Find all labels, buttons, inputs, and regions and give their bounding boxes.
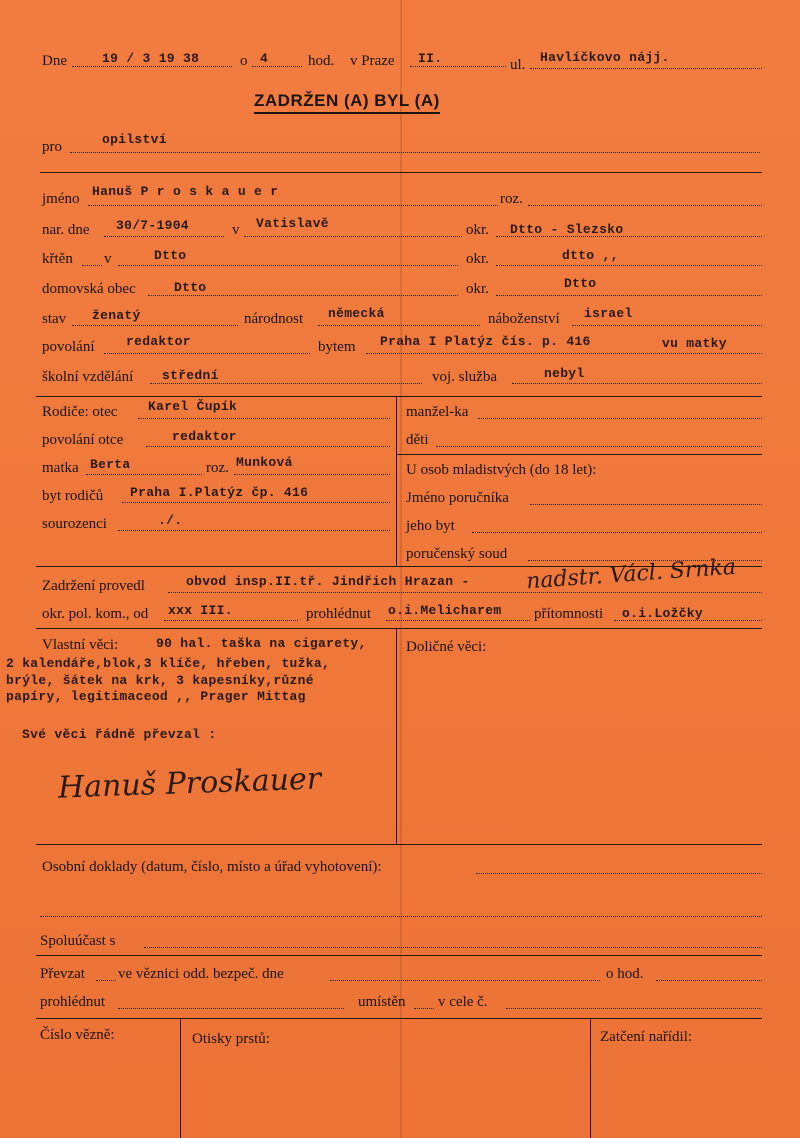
matka-value: Berta <box>90 457 131 472</box>
dne-label: Dne <box>42 53 67 69</box>
matka-label: matka <box>42 460 79 476</box>
nar-date-value: 30/7-1904 <box>116 218 189 233</box>
bytem-value: Praha I Platýz čís. p. 416 <box>380 334 591 349</box>
okr-pol-value: xxx III. <box>168 603 233 618</box>
mladistvi-label: U osob mladistvých (do 18 let): <box>406 462 597 478</box>
povolani-otce-value: redaktor <box>172 429 237 444</box>
skolni-value: střední <box>162 368 219 383</box>
spoluucast-label: Spoluúčast s <box>40 933 116 949</box>
o-hod-label: o hod. <box>606 966 644 982</box>
rodice-label: Rodiče: otec <box>42 404 118 420</box>
krten-okr-value: dtto ,, <box>562 248 619 263</box>
prevzat-label: Převzat <box>40 966 85 982</box>
otisky-label: Otisky prstů: <box>192 1031 270 1047</box>
vlastni-label: Vlastní věci: <box>42 637 119 653</box>
krten-v-label: v <box>104 251 112 267</box>
v-praze-label: v Praze <box>350 53 395 69</box>
provedl-label: Zadržení provedl <box>42 578 145 594</box>
prohlednut-footer-label: prohlédnut <box>40 994 105 1010</box>
sourozenci-label: sourozenci <box>42 516 107 532</box>
domovska-label: domovská obec <box>42 281 136 297</box>
voj-label: voj. služba <box>432 369 497 385</box>
nar-okr-value: Dtto - Slezsko <box>510 222 624 237</box>
pro-value: opilství <box>102 132 167 147</box>
jeho-byt-label: jeho byt <box>406 518 455 534</box>
povolani-label: povolání <box>42 339 95 355</box>
nabozenstvi-label: náboženství <box>488 311 560 327</box>
soud-label: poručenský soud <box>406 546 508 562</box>
provedl-handwritten: nadstr. Václ. Srnka <box>525 554 737 595</box>
voj-value: nebyl <box>544 366 585 381</box>
domovska-okr-value: Dtto <box>564 276 597 291</box>
hour-value: 4 <box>260 51 269 66</box>
matka-roz-label: roz. <box>206 460 229 476</box>
byt-rodicu-label: byt rodičů <box>42 488 104 504</box>
krten-place-value: Dtto <box>154 248 187 263</box>
zatceni-label: Zatčení nařídil: <box>600 1029 693 1045</box>
skolni-label: školní vzdělání <box>42 369 134 385</box>
nar-label: nar. dne <box>42 222 90 238</box>
osobni-doklady-label: Osobní doklady (datum, číslo, místo a úřad vyhotovení): <box>42 859 382 875</box>
date-value: 19 / 3 19 38 <box>102 51 200 66</box>
stav-value: ženatý <box>92 308 141 323</box>
district-value: II. <box>418 51 443 66</box>
pro-label: pro <box>42 139 62 155</box>
otec-value: Karel Čupík <box>148 399 238 414</box>
narodnost-label: národnost <box>244 311 304 327</box>
prohlednut-value: o.i.Melicharem <box>388 603 502 618</box>
domovska-okr-label: okr. <box>466 281 489 297</box>
stav-label: stav <box>42 311 67 327</box>
krten-okr-label: okr. <box>466 251 489 267</box>
narodnost-value: německá <box>328 306 385 321</box>
jmeno-label: jméno <box>42 191 80 207</box>
ul-label: ul. <box>510 57 526 73</box>
dolicne-label: Doličné věci: <box>406 639 487 655</box>
form-title: ZADRŽEN (A) BYL (A) <box>254 91 440 114</box>
nar-v-label: v <box>232 222 240 238</box>
matka-roz-value: Munková <box>236 455 293 470</box>
okr-pol-label: okr. pol. kom., od <box>42 606 149 622</box>
prohlednut-label: prohlédnut <box>306 606 371 622</box>
roz-label: roz. <box>500 191 523 207</box>
veznice-label: ve věznici odd. bezpeč. dne <box>118 966 284 982</box>
cislo-vezne-label: Číslo vězně: <box>40 1027 115 1043</box>
belongings-line-2: 2 kalendáře,blok,3 klíče, hřeben, tužka, <box>6 656 331 671</box>
o-label: o <box>240 53 248 69</box>
belongings-line-3: brýle, šátek na krk, 3 kapesníky,různé <box>6 673 314 688</box>
paper-fold <box>400 0 402 1138</box>
signature: Hanuš Proskauer <box>57 761 322 806</box>
hod-label: hod. <box>308 53 335 69</box>
nar-place-value: Vatislavě <box>256 216 329 231</box>
nar-okr-label: okr. <box>466 222 489 238</box>
povolani-value: redaktor <box>126 334 191 349</box>
pritomnosti-label: přítomnosti <box>534 606 604 622</box>
sourozenci-value: ./. <box>158 513 183 528</box>
belongings-line-1: 90 hal. taška na cigarety, <box>156 636 367 651</box>
jmeno-value: Hanuš P r o s k a u e r <box>92 184 279 199</box>
street-value: Havlíčkovo nájj. <box>540 50 670 65</box>
domovska-value: Dtto <box>174 280 207 295</box>
v-cele-label: v cele č. <box>438 994 488 1010</box>
porucnik-label: Jméno poručníka <box>406 490 509 506</box>
provedl-value: obvod insp.II.tř. Jindřich Hrazan - <box>186 574 470 589</box>
nabozenstvi-value: israel <box>584 306 633 321</box>
byt-rodicu-value: Praha I.Platýz čp. 416 <box>130 485 309 500</box>
belongings-line-4: papíry, legitimaceod ,, Prager Mittag <box>6 689 306 704</box>
krten-label: křtěn <box>42 251 73 267</box>
pritomnosti-value: o.i.Ložčky <box>622 606 704 621</box>
deti-label: děti <box>406 432 429 448</box>
povolani-otce-label: povolání otce <box>42 432 124 448</box>
bytem-label: bytem <box>318 339 356 355</box>
manzel-label: manžel-ka <box>406 404 469 420</box>
bytem-extra-value: vu matky <box>662 336 727 351</box>
umisten-label: umístěn <box>358 994 406 1010</box>
prevzal-text: Své věci řádně převzal : <box>22 727 217 742</box>
